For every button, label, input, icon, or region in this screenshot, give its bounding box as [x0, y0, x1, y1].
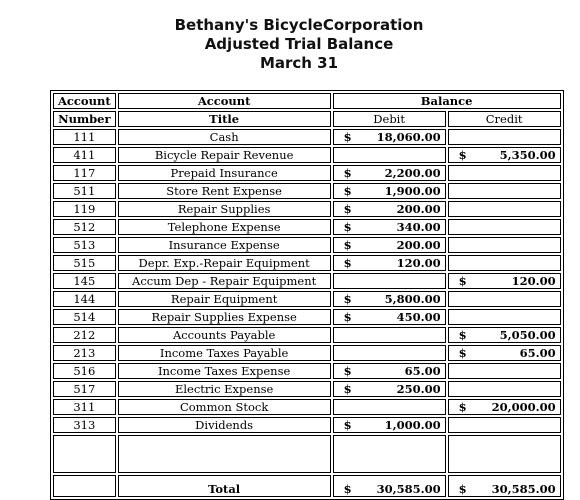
col-title-header: Title	[118, 111, 331, 127]
table-row	[53, 291, 561, 307]
account-number: 513	[53, 237, 116, 253]
debit-cell-currency: $	[343, 418, 352, 432]
col-balance-header: Balance	[333, 93, 561, 109]
account-number: 515	[53, 255, 116, 271]
spacer-row	[53, 435, 561, 473]
credit-cell-currency: $	[458, 274, 467, 288]
account-number: 145	[53, 273, 116, 289]
debit-cell	[333, 237, 446, 253]
credit-cell	[448, 417, 561, 433]
debit-cell-currency: $	[343, 256, 352, 270]
debit-cell-currency: $	[343, 364, 352, 378]
debit-cell	[333, 291, 446, 307]
debit-cell	[333, 417, 446, 433]
account-number: 212	[53, 327, 116, 343]
credit-cell	[448, 309, 561, 325]
account-number: 117	[53, 165, 116, 181]
debit-cell	[333, 309, 446, 325]
table-row	[53, 327, 561, 343]
debit-cell-currency: $	[343, 220, 352, 234]
account-title: Repair Supplies Expense	[118, 309, 331, 325]
account-number: 311	[53, 399, 116, 415]
trial-balance-table	[50, 90, 564, 500]
credit-cell-amount: 5,050.00	[499, 328, 556, 342]
table-row	[53, 273, 561, 289]
empty-cell	[118, 435, 331, 473]
debit-cell	[333, 147, 446, 163]
debit-cell-amount: 200.00	[396, 238, 441, 252]
debit-cell-currency: $	[343, 184, 352, 198]
debit-cell	[333, 129, 446, 145]
debit-cell-currency: $	[343, 382, 352, 396]
credit-cell-currency: $	[458, 400, 467, 414]
credit-cell-currency: $	[458, 328, 467, 342]
credit-cell-currency: $	[458, 346, 467, 360]
report-date: March 31	[259, 54, 339, 72]
account-number: 144	[53, 291, 116, 307]
total-label: Total	[118, 475, 331, 497]
account-number: 313	[53, 417, 116, 433]
table-row	[53, 381, 561, 397]
table-row	[53, 363, 561, 379]
col-account-title-header: Account	[118, 93, 331, 109]
debit-cell	[333, 381, 446, 397]
header-row-1	[53, 93, 561, 109]
header-row-2	[53, 111, 561, 127]
col-number-header: Number	[53, 111, 116, 127]
account-number: 111	[53, 129, 116, 145]
credit-cell-amount: 20,000.00	[491, 400, 556, 414]
account-title: Store Rent Expense	[118, 183, 331, 199]
account-number: 213	[53, 345, 116, 361]
table-row	[53, 165, 561, 181]
empty-cell	[448, 435, 561, 473]
table-row	[53, 417, 561, 433]
account-title: Income Taxes Payable	[118, 345, 331, 361]
debit-cell-amount: 2,200.00	[384, 166, 441, 180]
account-title: Common Stock	[118, 399, 331, 415]
credit-cell	[448, 183, 561, 199]
empty-cell	[53, 475, 116, 497]
debit-cell	[333, 201, 446, 217]
total-credit-amount: 30,585.00	[491, 482, 556, 496]
col-account-number-header: Account	[53, 93, 116, 109]
col-credit-header: Credit	[448, 111, 561, 127]
credit-cell	[448, 327, 561, 343]
table-row	[53, 183, 561, 199]
debit-cell-amount: 120.00	[396, 256, 441, 270]
debit-cell	[333, 345, 446, 361]
credit-cell-currency: $	[458, 148, 467, 162]
credit-cell	[448, 165, 561, 181]
account-title: Telephone Expense	[118, 219, 331, 235]
debit-cell	[333, 327, 446, 343]
table-row	[53, 219, 561, 235]
credit-cell	[448, 363, 561, 379]
account-title: Prepaid Insurance	[118, 165, 331, 181]
credit-cell-amount: 65.00	[519, 346, 556, 360]
debit-cell	[333, 219, 446, 235]
credit-cell	[448, 273, 561, 289]
debit-cell-amount: 200.00	[396, 202, 441, 216]
debit-cell-amount: 18,060.00	[376, 130, 441, 144]
credit-cell-amount: 5,350.00	[499, 148, 556, 162]
account-title: Dividends	[118, 417, 331, 433]
credit-cell	[448, 201, 561, 217]
credit-cell	[448, 291, 561, 307]
debit-cell-currency: $	[343, 310, 352, 324]
table-row	[53, 201, 561, 217]
table-row	[53, 309, 561, 325]
account-title: Bicycle Repair Revenue	[118, 147, 331, 163]
empty-cell	[333, 435, 446, 473]
debit-cell	[333, 183, 446, 199]
report-heading	[0, 16, 580, 73]
table-row	[53, 345, 561, 361]
account-title: Repair Equipment	[118, 291, 331, 307]
account-number: 119	[53, 201, 116, 217]
debit-cell-amount: 340.00	[396, 220, 441, 234]
total-debit-currency: $	[343, 482, 352, 496]
table-row	[53, 399, 561, 415]
account-number: 512	[53, 219, 116, 235]
debit-cell-currency: $	[343, 202, 352, 216]
credit-cell-amount: 120.00	[511, 274, 556, 288]
total-credit-currency: $	[458, 482, 467, 496]
account-number: 511	[53, 183, 116, 199]
debit-cell-amount: 1,900.00	[384, 184, 441, 198]
empty-cell	[53, 435, 116, 473]
col-debit-header: Debit	[333, 111, 446, 127]
credit-cell	[448, 147, 561, 163]
total-debit	[333, 475, 446, 497]
debit-cell	[333, 363, 446, 379]
table-row	[53, 237, 561, 253]
debit-cell	[333, 165, 446, 181]
account-title: Repair Supplies	[118, 201, 331, 217]
debit-cell-amount: 1,000.00	[384, 418, 441, 432]
debit-cell-amount: 5,800.00	[384, 292, 441, 306]
debit-cell	[333, 399, 446, 415]
debit-cell-currency: $	[343, 130, 352, 144]
account-title: Electric Expense	[118, 381, 331, 397]
debit-cell-currency: $	[343, 166, 352, 180]
account-number: 514	[53, 309, 116, 325]
account-number: 517	[53, 381, 116, 397]
account-number: 516	[53, 363, 116, 379]
account-title: Accum Dep - Repair Equipment	[118, 273, 331, 289]
account-title: Depr. Exp.-Repair Equipment	[118, 255, 331, 271]
company-name: Bethany's BicycleCorporation	[174, 16, 424, 34]
account-title: Income Taxes Expense	[118, 363, 331, 379]
debit-cell-currency: $	[343, 238, 352, 252]
total-debit-amount: 30,585.00	[376, 482, 441, 496]
total-credit	[448, 475, 561, 497]
credit-cell	[448, 129, 561, 145]
table-row	[53, 255, 561, 271]
credit-cell	[448, 219, 561, 235]
report-title: Adjusted Trial Balance	[204, 35, 394, 53]
credit-cell	[448, 237, 561, 253]
account-number: 411	[53, 147, 116, 163]
credit-cell	[448, 381, 561, 397]
debit-cell	[333, 273, 446, 289]
credit-cell	[448, 255, 561, 271]
credit-cell	[448, 345, 561, 361]
credit-cell	[448, 399, 561, 415]
debit-cell-currency: $	[343, 292, 352, 306]
account-title: Cash	[118, 129, 331, 145]
total-row	[53, 475, 561, 497]
account-title: Accounts Payable	[118, 327, 331, 343]
debit-cell-amount: 65.00	[404, 364, 441, 378]
table-row	[53, 147, 561, 163]
table-row	[53, 129, 561, 145]
account-title: Insurance Expense	[118, 237, 331, 253]
debit-cell-amount: 250.00	[396, 382, 441, 396]
debit-cell-amount: 450.00	[396, 310, 441, 324]
debit-cell	[333, 255, 446, 271]
